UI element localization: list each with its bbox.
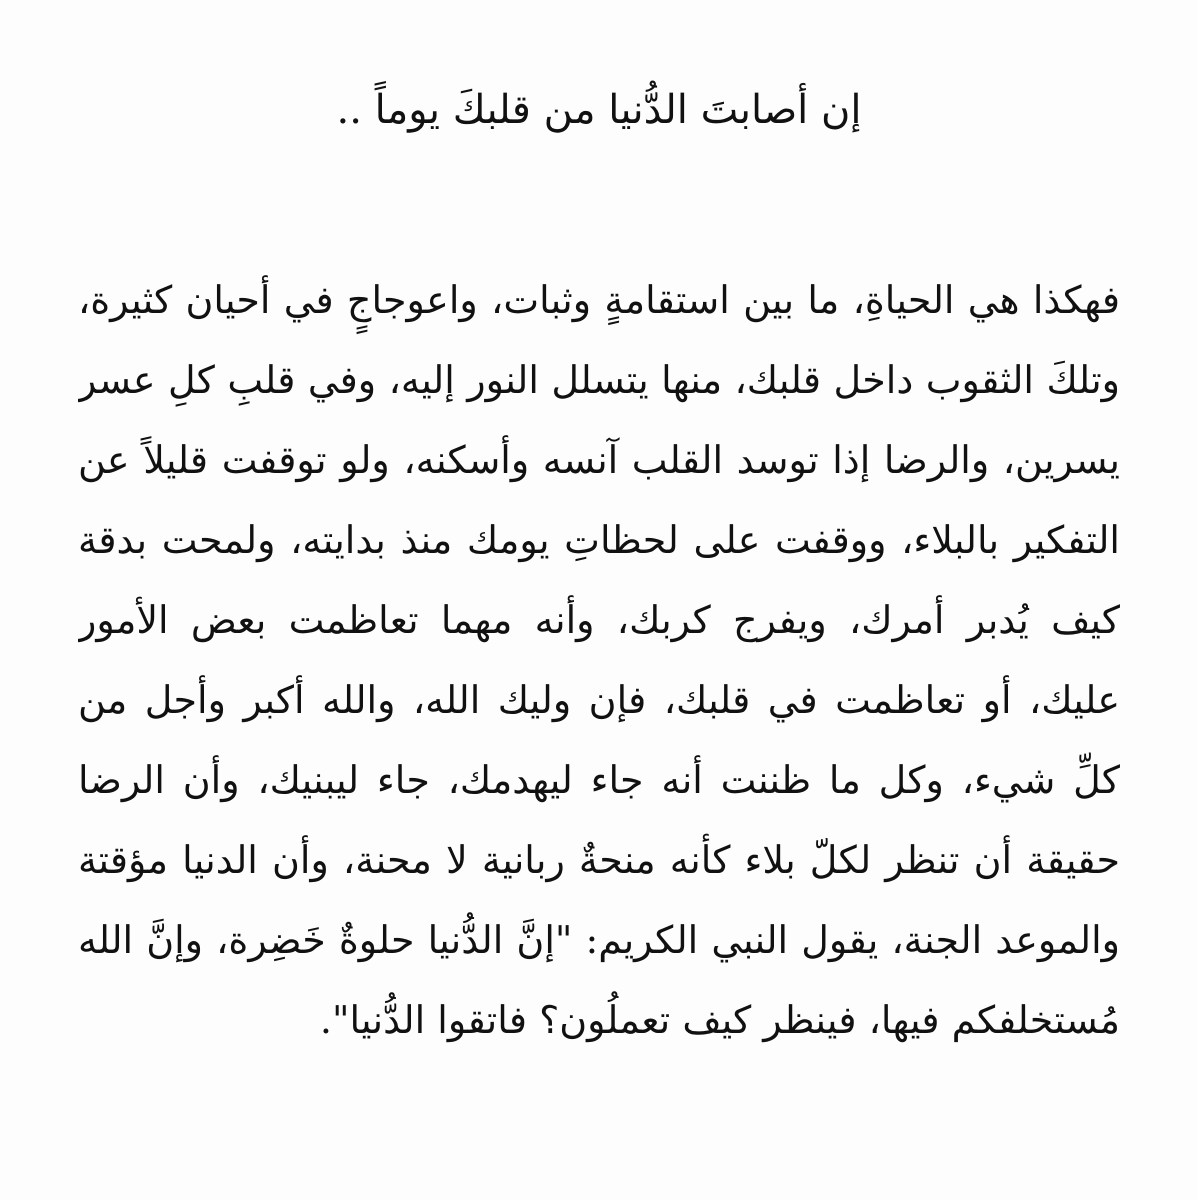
body-paragraph — [78, 260, 1120, 1060]
paragraph-line: عليك، أو تعاظمت في قلبك، فإن وليك الله، والله أكبر وأجل من — [78, 678, 1120, 722]
paragraph-line: فهكذا هي الحياةِ، ما بين استقامةٍ وثبات، واعوجاجٍ في أحيان كثيرة، — [78, 278, 1120, 322]
paragraph-line: كيف يُدبر أمرك، ويفرج كربك، وأنه مهما تعاظمت بعض الأمور — [78, 598, 1120, 642]
page-title: إن أصابتَ الدُّنيا من قلبكَ يوماً .. — [336, 87, 862, 133]
paragraph-line: التفكير بالبلاء، ووقفت على لحظاتِ يومك منذ بدايته، ولمحت بدقة — [78, 518, 1120, 562]
paragraph-line: وتلكَ الثقوب داخل قلبك، منها يتسلل النور إليه، وفي قلبِ كلِ عسر — [78, 358, 1120, 402]
paragraph-line: يسرين، والرضا إذا توسد القلب آنسه وأسكنه، ولو توقفت قليلاً عن — [78, 438, 1120, 482]
paragraph-line: حقيقة أن تنظر لكلّ بلاء كأنه منحةٌ ربانية لا محنة، وأن الدنيا مؤقتة — [78, 838, 1120, 882]
paragraph-line: والموعد الجنة، يقول النبي الكريم: "إنَّ الدُّنيا حلوةٌ خَضِرة، وإنَّ الله — [78, 918, 1120, 962]
paragraph-line: كلِّ شيء، وكل ما ظننت أنه جاء ليهدمك، جاء ليبنيك، وأن الرضا — [78, 758, 1120, 802]
paragraph-line: مُستخلفكم فيها، فينظر كيف تعملُون؟ فاتقوا الدُّنيا". — [319, 998, 1120, 1042]
